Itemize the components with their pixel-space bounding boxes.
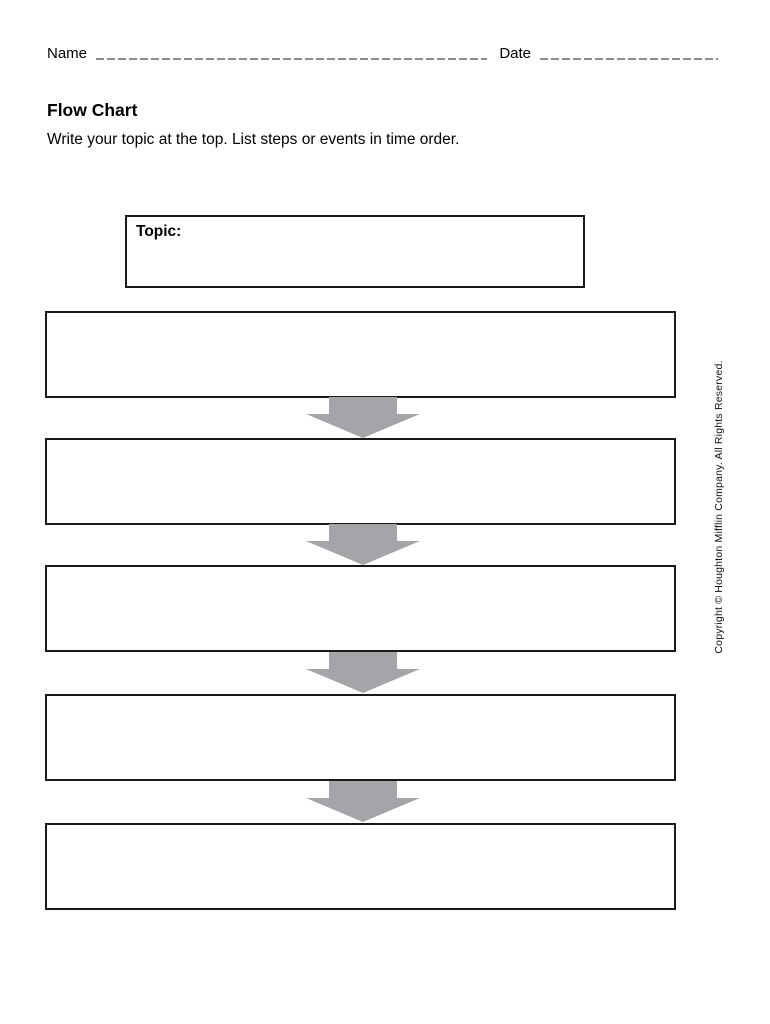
step-box-3[interactable] <box>45 565 676 652</box>
instructions-text: Write your topic at the top. List steps or events in time order. <box>47 131 460 148</box>
step-box-4[interactable] <box>45 694 676 781</box>
header <box>47 44 718 63</box>
page-title: Flow Chart <box>47 100 138 120</box>
name-label: Name <box>47 45 88 62</box>
down-arrow-icon <box>306 524 420 565</box>
copyright-notice: Copyright © Houghton Mifflin Company. All Rights Reserved. <box>713 360 725 654</box>
down-arrow-icon <box>306 397 420 438</box>
step-box-1[interactable] <box>45 311 676 398</box>
date-write-line[interactable] <box>540 58 718 60</box>
topic-box[interactable] <box>125 215 585 288</box>
down-arrow-icon <box>306 652 420 693</box>
step-box-2[interactable] <box>45 438 676 525</box>
topic-label: Topic: <box>136 223 182 240</box>
name-write-line[interactable] <box>96 58 487 60</box>
date-label: Date <box>499 45 531 62</box>
down-arrow-icon <box>306 781 420 822</box>
step-box-5[interactable] <box>45 823 676 910</box>
